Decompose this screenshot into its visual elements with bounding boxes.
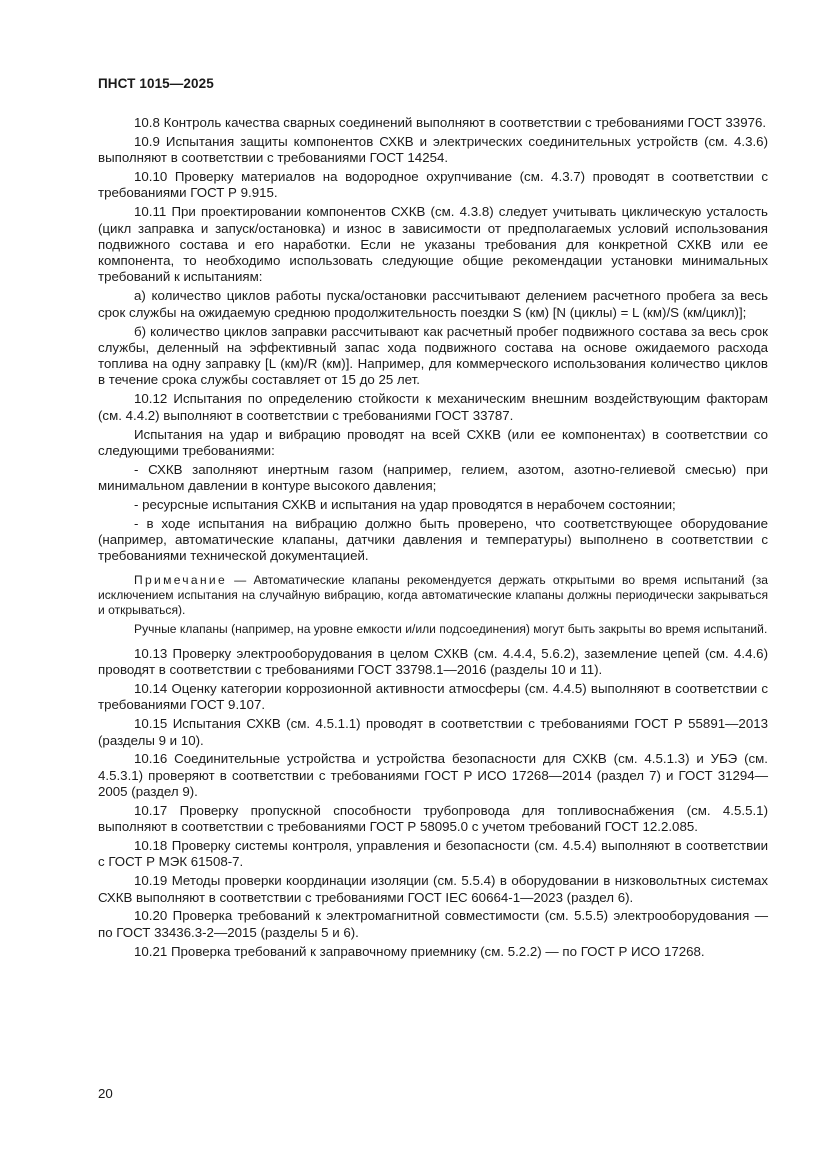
note-paragraph-2: Ручные клапаны (например, на уровне емкости и/или подсоединения) могут быть закрыты во время испытаний. (134, 621, 768, 636)
bullet-inert-gas: - СХКВ заполняют инертным газом (например, гелием, азотом, азотно-гелиевой смесью) при минимальном давлении в контуре высокого давления; (98, 461, 768, 493)
page-number: 20 (98, 1086, 113, 1101)
bullet-resource-tests: - ресурсные испытания СХКВ и испытания на удар проводятся в нерабочем состоянии; (134, 496, 676, 512)
note-block (98, 573, 768, 637)
clause-10-18: 10.18 Проверку системы контроля, управления и безопасности (см. 4.5.4) выполняют в соответствии с ГОСТ Р МЭК 61508-7. (98, 838, 768, 870)
document-header: ПНСТ 1015—2025 (98, 76, 214, 91)
clause-10-16: 10.16 Соединительные устройства и устройства безопасности для СХКВ (см. 4.5.1.3) и УБЭ (см. 4.5.3.1) проверяют в соответствии с требованиями ГОСТ Р ИСО 17268—2014 (раздел 7) и ГОСТ 31294—2005 (раздел 9). (98, 751, 768, 799)
clause-10-11: 10.11 При проектировании компонентов СХКВ (см. 4.3.8) следует учитывать циклическую усталость (цикл заправка и запуск/остановка) и износ в зависимости от предполагаемых условий использования подвижного состава и его наработки. Если не указаны требования для конкретной СХКВ или ее компонента, то необходимо использовать следующие общие рекомендации установки минимальных требований к испытаниям: (98, 204, 768, 285)
clause-10-8: 10.8 Контроль качества сварных соединений выполняют в соответствии с требованиями ГОСТ 33976. (134, 115, 767, 130)
clause-10-13: 10.13 Проверку электрооборудования в целом СХКВ (см. 4.4.4, 5.6.2), заземление цепей (см. 4.4.6) проводят в соответствии с требованиями ГОСТ 33798.1—2016 (разделы 10 и 11). (98, 645, 768, 678)
bullet-vibration-check: - в ходе испытания на вибрацию должно быть проверено, что соответствующее оборудование (например, автоматические клапаны, датчики давления и температуры) выполнено в соответствии с требованиями технической документацией. (98, 515, 768, 564)
list-item-a: а) количество циклов работы пуска/остановки рассчитывают делением расчетного пробега за весь срок службы на ожидаемую среднюю продолжительность поездки S (км) [N (циклы) = L (км)/S (км/цикл)]; (98, 288, 768, 320)
clause-10-21: 10.21 Проверка требований к заправочному приемнику (см. 5.2.2) — по ГОСТ Р ИСО 17268. (134, 943, 705, 959)
note-paragraph (98, 573, 768, 619)
clause-10-19: 10.19 Методы проверки координации изоляции (см. 5.5.4) в оборудовании в низковольтных системах СХКВ выполняют в соответствии с требованиями ГОСТ IEC 60664-1—2023 (раздел 6). (98, 873, 768, 905)
clause-10-15: 10.15 Испытания СХКВ (см. 4.5.1.1) проводят в соответствии с требованиями ГОСТ Р 55891—2013 (разделы 9 и 10). (98, 716, 768, 748)
list-item-b: б) количество циклов заправки рассчитывают как расчетный пробег подвижного состава за весь срок службы, деленный на эффективный запас хода подвижного состава на основе ожидаемого расхода топлива на одну заправку [L (км)/R (км)]. Например, для коммерческого использования количество циклов в течение срока службы составляет от 15 до 25 лет. (98, 323, 768, 388)
paragraph-shock-vibration: Испытания на удар и вибрацию проводят на всей СХКВ (или ее компонентах) в соответствии со следующими требованиями: (98, 426, 768, 458)
clause-10-12: 10.12 Испытания по определению стойкости к механическим внешним воздействующим факторам (см. 4.4.2) выполняют в соответствии с требованиями ГОСТ 33787. (98, 391, 768, 423)
clause-10-20: 10.20 Проверка требований к электромагнитной совместимости (см. 5.5.5) электрооборудования — по ГОСТ 33436.3-2—2015 (разделы 5 и 6). (98, 908, 768, 940)
document-body (98, 115, 768, 963)
clause-10-10: 10.10 Проверку материалов на водородное охрупчивание (см. 4.3.7) проводят в соответствии с требованиями ГОСТ Р 9.915. (98, 169, 768, 201)
clause-10-14: 10.14 Оценку категории коррозионной активности атмосферы (см. 4.4.5) выполняют в соответствии с требованиями ГОСТ 9.107. (98, 681, 768, 713)
note-label: Примечание (134, 572, 227, 587)
clause-10-17: 10.17 Проверку пропускной способности трубопровода для топливоснабжения (см. 4.5.5.1) выполняют в соответствии с требованиями ГОСТ Р 58095.0 с учетом требований ГОСТ 12.2.085. (98, 802, 768, 835)
clause-10-9: 10.9 Испытания защиты компонентов СХКВ и электрических соединительных устройств (см. 4.3.6) выполняют в соответствии с требованиями ГОСТ 14254. (98, 133, 768, 166)
note-text: — Автоматические клапаны рекомендуется держать открытыми во время испытаний (за исключением испытания на случайную вибрацию, когда автоматические клапаны должны периодически закрываться и открываться). (98, 572, 768, 618)
